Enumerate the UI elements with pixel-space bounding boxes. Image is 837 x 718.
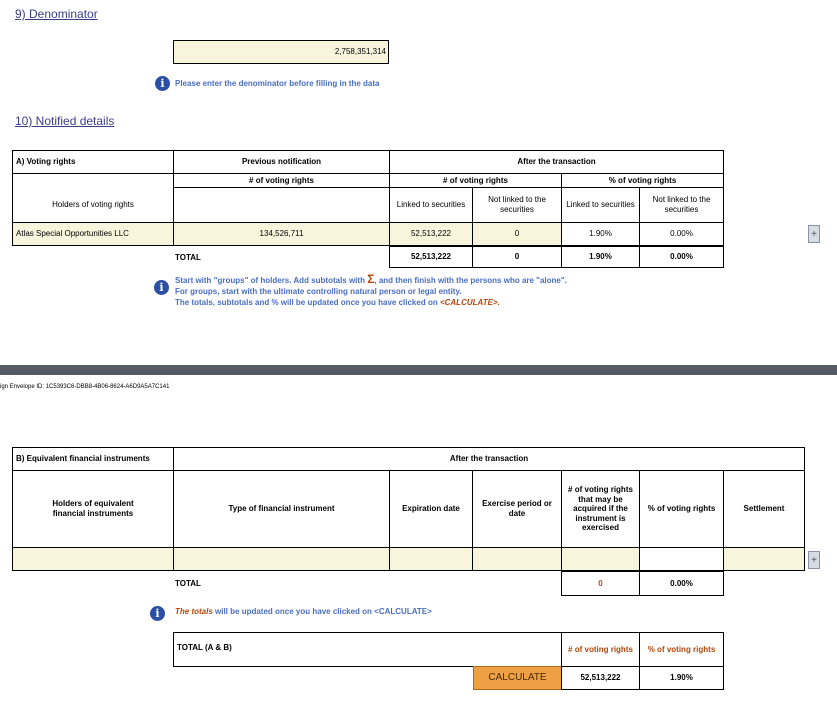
total-ab-pct-value: 1.90% — [639, 666, 724, 690]
total-linked-pct: 1.90% — [561, 246, 640, 268]
plus-icon[interactable]: + — [808, 225, 820, 243]
eq-pct-value — [639, 547, 724, 571]
eq-exercise-input[interactable] — [472, 547, 562, 571]
not-linked-pct-value: 0.00% — [639, 222, 724, 246]
linked-pct-header: Linked to securities — [561, 187, 640, 223]
total-ab-num-header: # of voting rights — [561, 632, 640, 667]
prev-empty-header — [173, 187, 390, 223]
voting-total-label: TOTAL — [175, 253, 201, 262]
calculate-button[interactable]: CALCULATE — [473, 666, 562, 690]
section10-title: 10) Notified details — [15, 114, 115, 128]
denominator-input[interactable]: 2,758,351,314 — [173, 40, 389, 64]
instrument-type-header: Type of financial instrument — [173, 470, 390, 548]
envelope-id: ign Envelope ID: 1C5393C6-DBB8-4B06-8624-A6D9A5A7C141 — [0, 384, 170, 390]
after-transaction-header: After the transaction — [389, 150, 724, 174]
not-linked-num-input[interactable]: 0 — [472, 222, 562, 246]
holders-header: Holders of voting rights — [12, 187, 174, 223]
info-line1-a: Start with "groups" of holders. Add subtotals with — [175, 276, 365, 285]
denominator-hint: Please enter the denominator before filling in the data — [175, 79, 380, 88]
equivalent-total-num: 0 — [561, 571, 640, 596]
voting-section-label: A) Voting rights — [12, 150, 174, 174]
info-line2: For groups, start with the ultimate controlling natural person or legal entity. — [175, 287, 462, 296]
total-linked-num: 52,513,222 — [389, 246, 473, 268]
equivalent-pct-header: % of voting rights — [639, 470, 724, 548]
equivalent-total-pct: 0.00% — [639, 571, 724, 596]
holders-header-top — [12, 173, 174, 188]
prev-num-voting-header: # of voting rights — [173, 173, 390, 188]
equivalent-holders-header: Holders of equivalent financial instruments — [12, 470, 174, 548]
linked-num-input[interactable]: 52,513,222 — [389, 222, 473, 246]
equivalent-section-label: B) Equivalent financial instruments — [12, 447, 174, 471]
info-line3-a: The totals, subtotals and % will be updated once you have clicked on — [175, 298, 438, 307]
prev-notification-header: Previous notification — [173, 150, 390, 174]
exercise-header: Exercise period or date — [472, 470, 562, 548]
total-ab-pct-header: % of voting rights — [639, 632, 724, 667]
settlement-header: Settlement — [723, 470, 805, 548]
equivalent-info-text — [175, 606, 432, 617]
eq-settlement-input[interactable] — [723, 547, 805, 571]
linked-pct-value: 1.90% — [561, 222, 640, 246]
expiration-header: Expiration date — [389, 470, 473, 548]
linked-num-header: Linked to securities — [389, 187, 473, 223]
equivalent-total-label: TOTAL — [175, 579, 201, 588]
info-line1-b: , and then finish with the persons who are "alone". — [374, 276, 567, 285]
sigma-icon: Σ — [367, 272, 375, 286]
page-separator — [0, 365, 837, 375]
eq-holder-input[interactable] — [12, 547, 174, 571]
info-icon: i — [150, 606, 165, 621]
section9-title: 9) Denominator — [15, 7, 98, 21]
plus-icon[interactable]: + — [808, 551, 820, 569]
eq-type-input[interactable] — [173, 547, 390, 571]
info-line3-b: <CALCULATE>. — [439, 298, 500, 307]
info-icon: i — [155, 76, 170, 91]
eq-expiration-input[interactable] — [389, 547, 473, 571]
not-linked-num-header: Not linked to the securities — [472, 187, 562, 223]
equivalent-after-header: After the transaction — [173, 447, 805, 471]
after-pct-voting-header: % of voting rights — [561, 173, 724, 188]
total-ab-label: TOTAL (A & B) — [173, 632, 562, 667]
voting-info-text — [175, 274, 735, 308]
info-icon: i — [154, 280, 169, 295]
total-not-linked-pct: 0.00% — [639, 246, 724, 268]
eq-votes-input[interactable] — [561, 547, 640, 571]
total-ab-num-value: 52,513,222 — [561, 666, 640, 690]
holder-name-input[interactable]: Atlas Special Opportunities LLC — [12, 222, 174, 246]
total-not-linked-num: 0 — [472, 246, 562, 268]
equivalent-info-a: The totals — [175, 607, 213, 616]
acquirable-votes-header: # of voting rights that may be acquired if the instrument is exercised — [561, 470, 640, 548]
after-num-voting-header: # of voting rights — [389, 173, 562, 188]
previous-votes-input[interactable]: 134,526,711 — [173, 222, 390, 246]
not-linked-pct-header: Not linked to the securities — [639, 187, 724, 223]
equivalent-info-b: will be updated once you have clicked on <CALCULATE> — [215, 607, 432, 616]
